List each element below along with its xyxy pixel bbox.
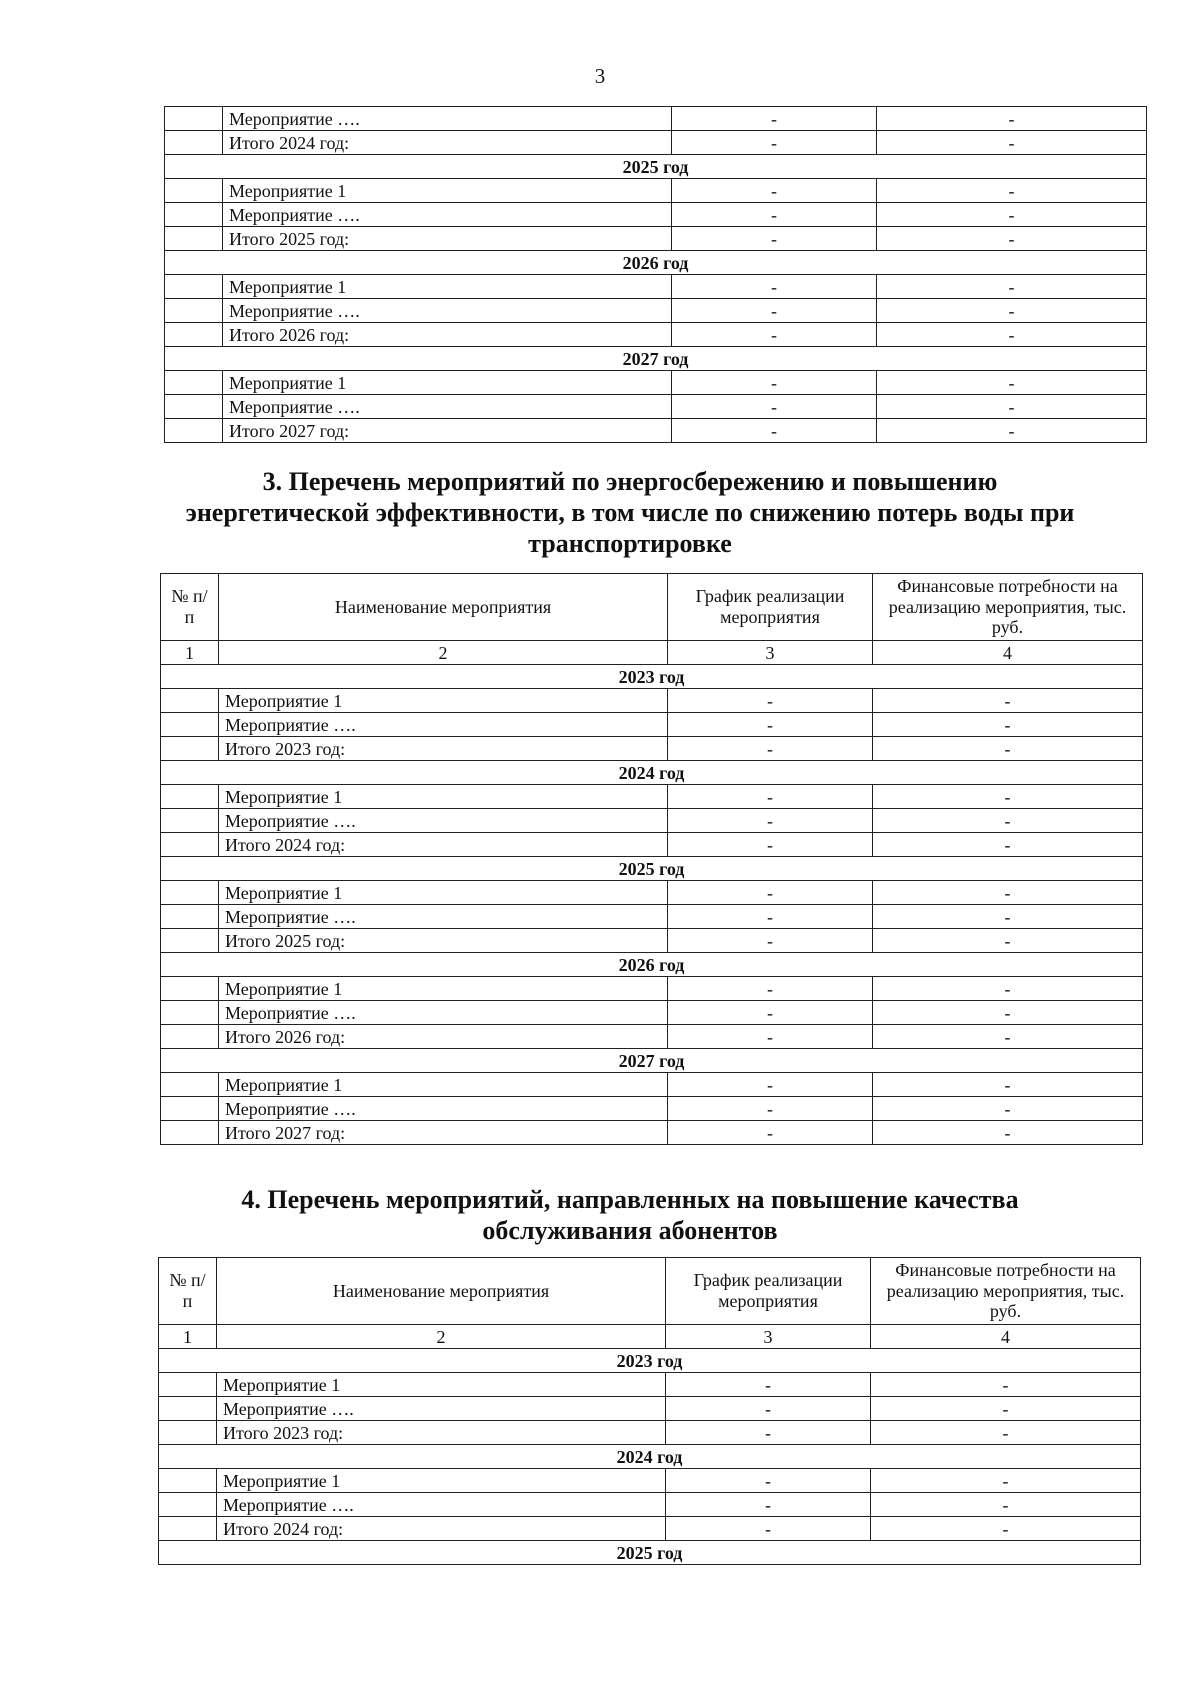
table-row: Мероприятие …. - - — [159, 1493, 1141, 1517]
table-row: Мероприятие …. - - — [159, 1397, 1141, 1421]
header-no: № п/п — [161, 574, 219, 641]
page-number: 3 — [594, 64, 606, 88]
section-3-heading: 3. Перечень мероприятий по энергосбережению и повышению энергетической эффективности, в том числе по снижению потерь воды при транспортировке — [185, 467, 1075, 558]
header-schedule: График реализации мероприятия — [668, 574, 873, 641]
section-3-table — [160, 573, 1143, 1145]
year-row: 2023 год — [161, 665, 1143, 689]
column-number-row: 1 2 3 4 — [159, 1325, 1141, 1349]
year-row: 2023 год — [159, 1349, 1141, 1373]
table-row: Мероприятие …. - - — [161, 713, 1143, 737]
year-row: 2026 год — [165, 251, 1147, 275]
total-row: Итого 2024 год: - - — [165, 131, 1147, 155]
table-row: Мероприятие 1 - - — [161, 689, 1143, 713]
year-row: 2024 год — [161, 761, 1143, 785]
table-row: Мероприятие 1 - - — [165, 275, 1147, 299]
total-row: Итого 2024 год: - - — [159, 1517, 1141, 1541]
year-row: 2024 год — [159, 1445, 1141, 1469]
total-row: Итого 2027 год: - - — [165, 419, 1147, 443]
year-label: 2025 год — [165, 155, 1147, 179]
table-row: Мероприятие 1 - - — [159, 1373, 1141, 1397]
table-row: Мероприятие …. - - — [161, 1097, 1143, 1121]
financing-cell: - — [877, 107, 1147, 131]
header-name: Наименование мероприятия — [219, 574, 668, 641]
total-row: Итого 2026 год: - - — [165, 323, 1147, 347]
table-row: Мероприятие 1 - - — [161, 881, 1143, 905]
table-row: Мероприятие 1 - - — [159, 1469, 1141, 1493]
total-row: Итого 2025 год: - - — [165, 227, 1147, 251]
table-row: Мероприятие 1 - - — [161, 1073, 1143, 1097]
table-row: Мероприятие …. - - — [165, 203, 1147, 227]
table-row: Мероприятие …. - - — [161, 905, 1143, 929]
year-row: 2026 год — [161, 953, 1143, 977]
total-row: Итого 2025 год: - - — [161, 929, 1143, 953]
table-row: Мероприятие 1 - - — [165, 371, 1147, 395]
table-row — [165, 107, 1147, 131]
section-4-heading: 4. Перечень мероприятий, направленных на повышение качества обслуживания абонентов — [241, 1185, 1019, 1245]
column-number-row: 1 2 3 4 — [161, 641, 1143, 665]
year-row: 2027 год — [165, 347, 1147, 371]
table-header-row: № п/п Наименование мероприятия График реализации мероприятия Финансовые потребности на реализацию мероприятия, тыс. руб. — [159, 1258, 1141, 1325]
total-row: Итого 2023 год: - - — [161, 737, 1143, 761]
year-row: 2027 год — [161, 1049, 1143, 1073]
year-row: 2025 год — [161, 857, 1143, 881]
table-row: Мероприятие 1 - - — [161, 785, 1143, 809]
table-row: Мероприятие 1 - - — [165, 179, 1147, 203]
total-row: Итого 2026 год: - - — [161, 1025, 1143, 1049]
event-name: Мероприятие …. — [223, 107, 672, 131]
total-label: Итого 2024 год: — [223, 131, 672, 155]
table-row: Мероприятие 1 - - — [161, 977, 1143, 1001]
year-row: 2025 год — [159, 1541, 1141, 1565]
section-4-table — [158, 1257, 1141, 1565]
table-row: Мероприятие …. - - — [165, 299, 1147, 323]
table-row: Мероприятие …. - - — [161, 1001, 1143, 1025]
total-row: Итого 2024 год: - - — [161, 833, 1143, 857]
total-row: Итого 2023 год: - - — [159, 1421, 1141, 1445]
total-row: Итого 2027 год: - - — [161, 1121, 1143, 1145]
table-row: Мероприятие …. - - — [161, 809, 1143, 833]
table-header-row — [161, 574, 1143, 641]
header-financing: Финансовые потребности на реализацию мероприятия, тыс. руб. — [873, 574, 1143, 641]
schedule-cell: - — [672, 107, 877, 131]
table-row: Мероприятие …. - - — [165, 395, 1147, 419]
continuation-table — [164, 106, 1147, 443]
year-row — [165, 155, 1147, 179]
